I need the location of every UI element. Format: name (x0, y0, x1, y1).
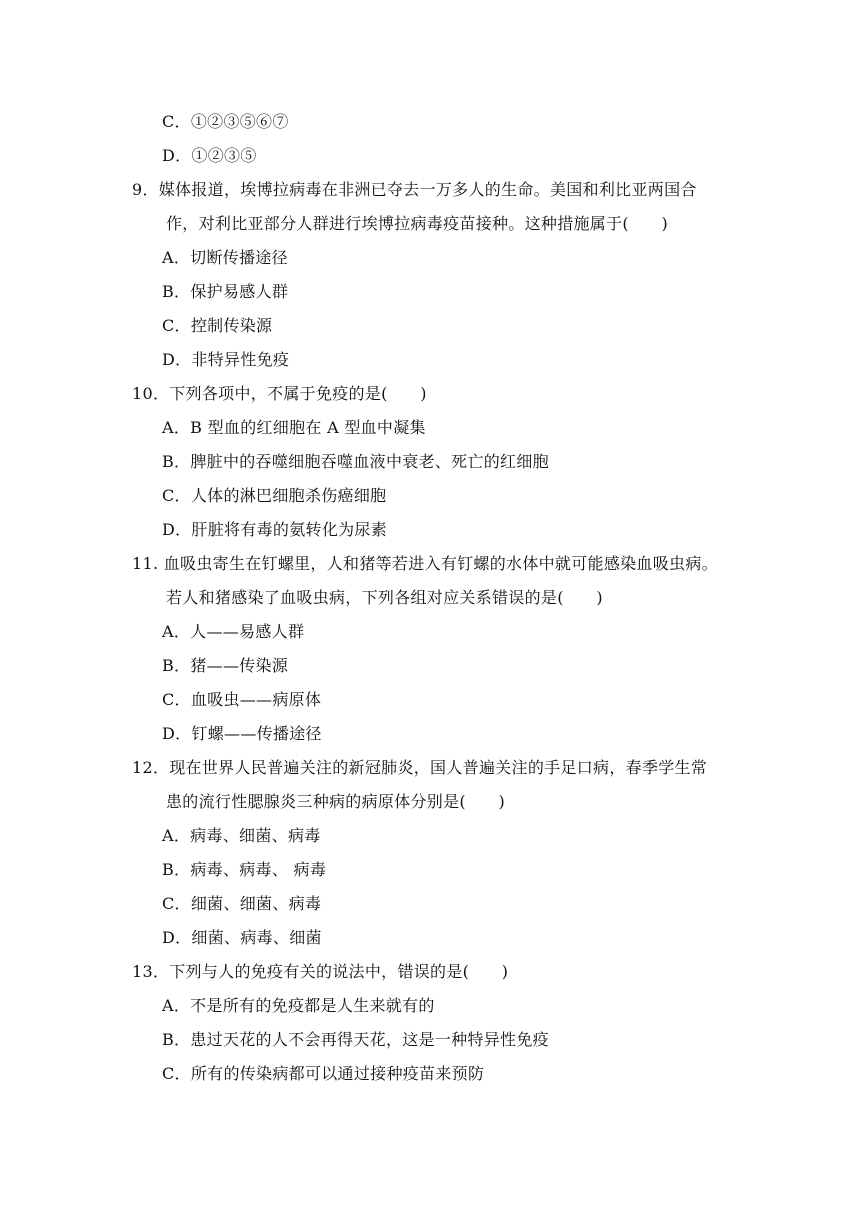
q12-option-a: A．病毒、细菌、病毒 (162, 826, 321, 845)
q8-option-d: D．①②③⑤ (162, 146, 257, 165)
q8-option-c: C．①②③⑤⑥⑦ (162, 112, 289, 131)
q10-option-b: B．脾脏中的吞噬细胞吞噬血液中衰老、死亡的红细胞 (162, 452, 549, 471)
q13-option-b: B．患过天花的人不会再得天花，这是一种特异性免疫 (162, 1030, 549, 1049)
q11-option-b: B．猪——传染源 (162, 656, 289, 675)
q12-option-d: D．细菌、病毒、细菌 (162, 928, 322, 947)
q11-stem-line-1: 11. 血吸虫寄生在钉螺里，人和猪等若进入有钉螺的水体中就可能感染血吸虫病。 (132, 554, 718, 573)
q11-option-c: C．血吸虫——病原体 (162, 690, 322, 709)
q11-option-a: A．人——易感人群 (162, 622, 305, 641)
q10-option-c: C．人体的淋巴细胞杀伤癌细胞 (162, 486, 387, 505)
q9-option-b: B．保护易感人群 (162, 282, 289, 301)
q11-option-d: D．钉螺——传播途径 (162, 724, 322, 743)
q10-option-d: D．肝脏将有毒的氨转化为尿素 (162, 520, 388, 539)
q9-option-c: C．控制传染源 (162, 316, 273, 335)
q13-option-a: A．不是所有的免疫都是人生来就有的 (162, 996, 435, 1015)
q13-option-c: C．所有的传染病都可以通过接种疫苗来预防 (162, 1064, 485, 1083)
q11-stem-line-2: 若人和猪感染了血吸虫病，下列各组对应关系错误的是( ) (166, 588, 603, 607)
q9-stem-line-2: 作，对利比亚部分人群进行埃博拉病毒疫苗接种。这种措施属于( ) (166, 214, 669, 233)
q10-stem-line-1: 10．下列各项中，不属于免疫的是( ) (132, 384, 427, 403)
q12-stem-line-1: 12．现在世界人民普遍关注的新冠肺炎，国人普遍关注的手足口病，春季学生常 (132, 758, 708, 777)
q10-option-a: A．B 型血的红细胞在 A 型血中凝集 (162, 418, 426, 437)
q9-option-a: A．切断传播途径 (162, 248, 288, 267)
q12-stem-line-2: 患的流行性腮腺炎三种病的病原体分别是( ) (166, 792, 506, 811)
q12-option-b: B．病毒、病毒、 病毒 (162, 860, 327, 879)
q9-stem-line-1: 9．媒体报道，埃博拉病毒在非洲已夺去一万多人的生命。美国和利比亚两国合 (132, 180, 697, 199)
q9-option-d: D．非特异性免疫 (162, 350, 290, 369)
q12-option-c: C．细菌、细菌、病毒 (162, 894, 322, 913)
q13-stem-line-1: 13．下列与人的免疫有关的说法中，错误的是( ) (132, 962, 509, 981)
